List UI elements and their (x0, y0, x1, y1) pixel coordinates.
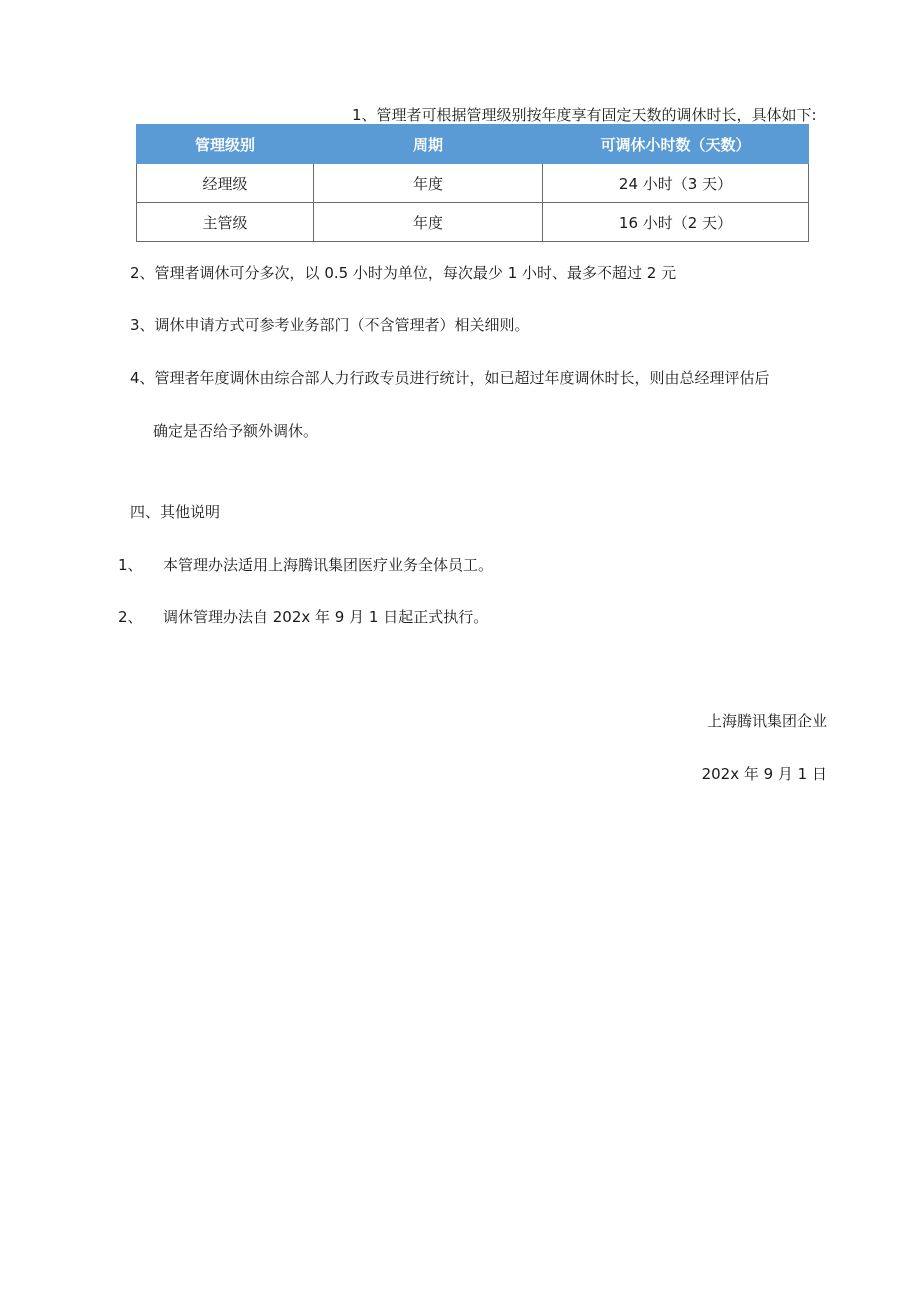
section-title: 四、其他说明 (130, 503, 221, 521)
table-row (137, 164, 809, 203)
signature-company: 上海腾讯集团企业 (706, 712, 827, 730)
cell-hours: 24 小时（3 天） (543, 164, 809, 203)
cell-hours: 16 小时（2 天） (543, 203, 809, 242)
cell-period: 年度 (314, 203, 543, 242)
header-period: 周期 (314, 125, 543, 164)
other-item-number: 1、 (118, 556, 143, 574)
list-item-continuation: 确定是否给予额外调休。 (153, 422, 319, 440)
signature-date: 202x 年 9 月 1 日 (701, 765, 827, 783)
table-header-row (137, 125, 809, 164)
cell-period: 年度 (314, 164, 543, 203)
cell-level: 主管级 (137, 203, 314, 242)
list-item: 2、管理者调休可分多次，以 0.5 小时为单位，每次最少 1 小时、最多不超过 2 元 (130, 264, 677, 282)
other-item-number: 2、 (118, 608, 143, 626)
header-hours: 可调休小时数（天数） (543, 125, 809, 164)
other-item-text: 本管理办法适用上海腾讯集团医疗业务全体员工。 (163, 556, 494, 574)
other-item-text: 调休管理办法自 202x 年 9 月 1 日起正式执行。 (163, 608, 489, 626)
cell-level: 经理级 (137, 164, 314, 203)
intro-item: 1、管理者可根据管理级别按年度享有固定天数的调休时长，具体如下: (352, 106, 817, 124)
list-item: 4、管理者年度调休由综合部人力行政专员进行统计，如已超过年度调休时长，则由总经理评估后 (130, 369, 770, 387)
header-level: 管理级别 (137, 125, 314, 164)
list-item: 3、调休申请方式可参考业务部门（不含管理者）相关细则。 (130, 316, 530, 334)
leave-hours-table (136, 124, 809, 242)
table-row (137, 203, 809, 242)
